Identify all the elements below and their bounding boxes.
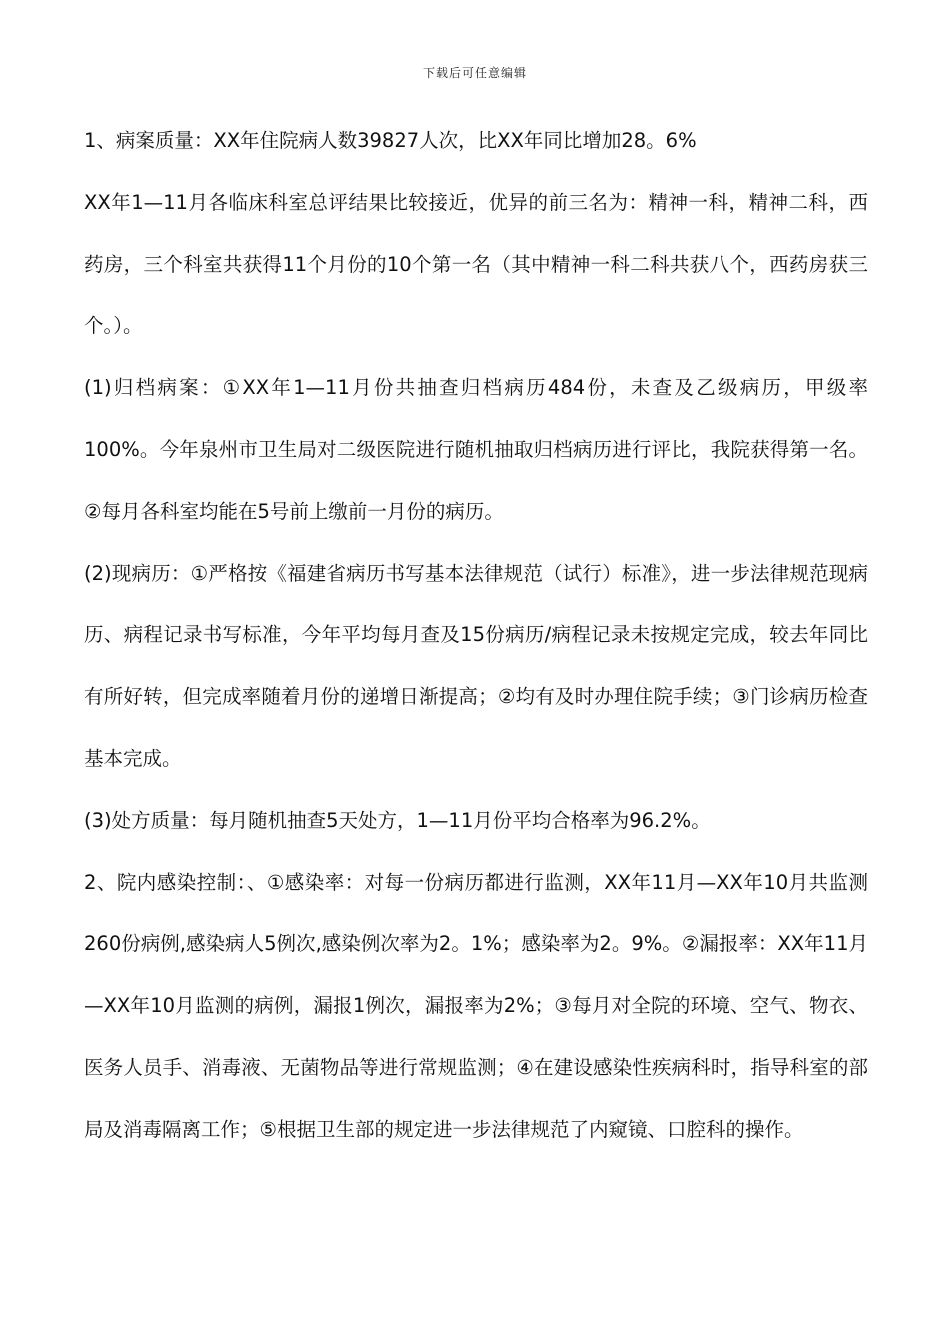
paragraph-archived-records: (1)归档病案：①XX年1—11月份共抽查归档病历484份，未查及乙级病历，甲级率100%。今年泉州市卫生局对二级医院进行随机抽取归档病历进行评比，我院获得第一名。②每月各科室均能在5号前上缴前一月份的病历。 [84, 376, 868, 523]
paragraph-current-records: (2)现病历：①严格按《福建省病历书写基本法律规范（试行）标准》，进一步法律规范现病历、病程记录书写标准，今年平均每月查及15份病历/病程记录未按规定完成，较去年同比有所好转，但完成率随着月份的递增日渐提高；②均有及时办理住院手续；③门诊病历检查基本完成。 [84, 561, 868, 770]
paragraph-department-ranking: XX年1—11月各临床科室总评结果比较接近，优异的前三名为：精神一科，精神二科，西药房，三个科室共获得11个月份的10个第一名（其中精神一科二科共获八个，西药房获三个。）。 [84, 190, 868, 338]
paragraph-case-quality: 1、病案质量：XX年住院病人数39827人次，比XX年同比增加28。6% [84, 129, 697, 152]
page-header: 下载后可任意编辑 [422, 66, 527, 80]
document-body [84, 110, 868, 1161]
paragraph-infection-control: 2、院内感染控制：、①感染率：对每一份病历都进行监测，XX年11月—XX年10月共监测260份病例,感染病人5例次,感染例次率为2。1%；感染率为2。9%。②漏报率：XX年11月—XX年10月监测的病例，漏报1例次，漏报率为2%；③每月对全院的环境、空气、物衣、医务人员手、消毒液、无菌物品等进行常规监测；④在建设感染性疾病科时，指导科室的部局及消毒隔离工作；⑤根据卫生部的规定进一步法律规范了内窥镜、口腔科的操作。 [84, 870, 868, 1141]
paragraph-prescription-quality: (3)处方质量：每月随机抽查5天处方，1—11月份平均合格率为96.2%。 [84, 808, 711, 832]
